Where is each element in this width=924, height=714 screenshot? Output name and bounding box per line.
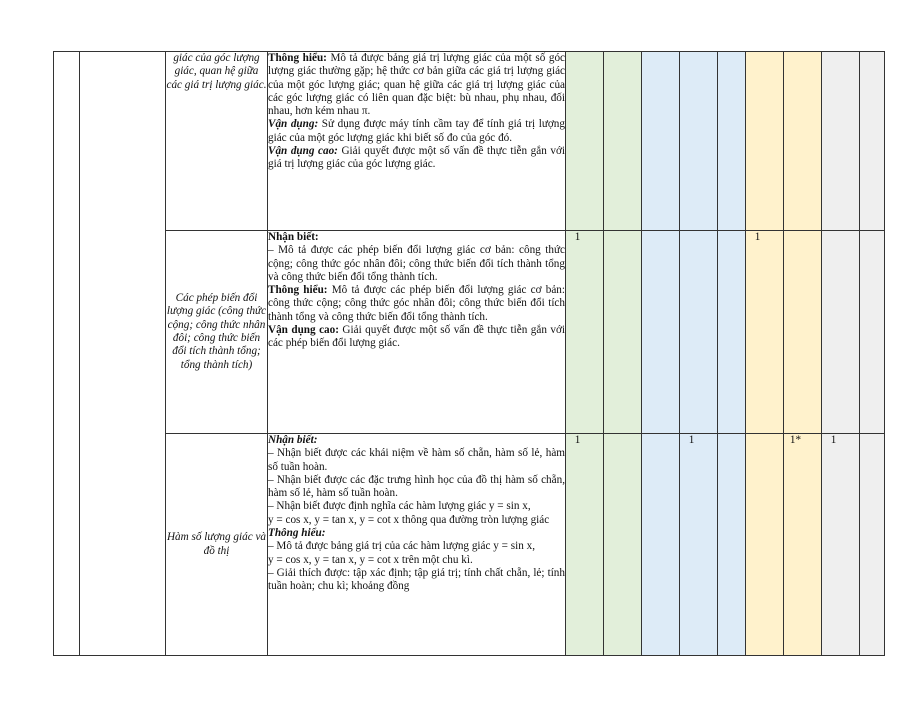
question-count-cell bbox=[746, 231, 784, 434]
question-count: 1* bbox=[789, 434, 802, 446]
requirement-text: Sử dụng được máy tính cầm tay để tính giá trị lượng giác của một góc lượng giác khi biết số đo của góc đó. bbox=[268, 118, 565, 144]
question-count-cell bbox=[718, 52, 746, 231]
requirement-text: – Nhận biết được các đặc trưng hình học của đồ thị hàm số chẵn, hàm số lẻ, hàm số tuần hoàn. bbox=[268, 473, 565, 500]
requirement-line bbox=[268, 554, 565, 567]
requirement-line bbox=[268, 244, 565, 284]
requirements-cell bbox=[268, 434, 566, 656]
requirement-line bbox=[268, 474, 565, 501]
requirements-cell bbox=[268, 52, 566, 231]
level-label: Vận dụng cao: bbox=[268, 324, 339, 337]
table-row bbox=[54, 434, 885, 656]
question-count-cell bbox=[822, 52, 860, 231]
requirement-line bbox=[268, 567, 565, 594]
level-label: Nhận biết: bbox=[268, 434, 318, 446]
question-count-cell bbox=[746, 434, 784, 656]
requirement-line bbox=[268, 284, 565, 324]
question-count-cell bbox=[566, 231, 604, 434]
requirement-text: – Mô tả được các phép biến đổi lượng giác cơ bản: công thức cộng; công thức góc nhân đôi; công thức biến đổi tích thành tổng và công thức biến đổi tổng thành tích. bbox=[268, 244, 565, 283]
topic-cell: Hàm số lượng giác và đồ thị bbox=[166, 434, 268, 656]
requirement-line bbox=[268, 52, 565, 118]
requirement-text: – Mô tả được bảng giá trị của các hàm lượng giác y = sin x, bbox=[268, 540, 535, 553]
requirement-text: Mô tả được bảng giá trị lượng giác của một số góc lượng giác thường gặp; hệ thức cơ bản giữa các giá trị lượng giác của một góc lượng giác; quan hệ giữa các giá trị lượng giác của các góc lượng giác có liên quan đặc biệt: bù nhau, phụ nhau, đối nhau, hơn kém nhau π. bbox=[268, 52, 566, 118]
question-count-cell bbox=[604, 231, 642, 434]
question-count-cell bbox=[680, 434, 718, 656]
question-count-cell bbox=[642, 52, 680, 231]
question-count-cell bbox=[680, 52, 718, 231]
level-label: Thông hiểu: bbox=[268, 527, 326, 540]
level-label: Vận dụng: bbox=[268, 118, 319, 131]
question-count-cell bbox=[642, 231, 680, 434]
requirement-text: Giải quyết được một số vấn đề thực tiễn gắn với giá trị lượng giác của góc lượng giác. bbox=[268, 145, 565, 171]
specification-table bbox=[53, 51, 885, 656]
question-count-cell bbox=[642, 434, 680, 656]
requirement-line bbox=[268, 324, 565, 351]
question-count-cell bbox=[680, 231, 718, 434]
question-count: 1 bbox=[574, 434, 581, 446]
chapter-number-cell bbox=[54, 52, 80, 656]
question-count-cell bbox=[784, 52, 822, 231]
topic-cell: Các phép biến đổi lượng giác (công thức cộng; công thức nhân đôi; công thức biến đổi tích thành tổng; tổng thành tích) bbox=[166, 231, 268, 434]
question-count-cell bbox=[784, 434, 822, 656]
level-label: Vận dụng cao: bbox=[268, 145, 338, 158]
requirement-line bbox=[268, 447, 565, 474]
topic-cell: giác của góc lượng giác, quan hệ giữa các giá trị lượng giác. bbox=[166, 52, 268, 231]
question-count-cell bbox=[604, 434, 642, 656]
question-count-cell bbox=[718, 231, 746, 434]
requirement-line bbox=[268, 527, 565, 540]
requirements-cell bbox=[268, 231, 566, 434]
requirement-text: Mô tả được các phép biến đổi lượng giác cơ bản: công thức cộng; công thức góc nhân đôi; công thức biến đổi tích thành tổng và công thức biến đổi tổng thành tích. bbox=[268, 284, 565, 323]
question-count-cell bbox=[604, 52, 642, 231]
question-count: 1 bbox=[574, 231, 581, 243]
question-count-cell bbox=[822, 434, 860, 656]
question-count: 1 bbox=[688, 434, 695, 446]
question-count-cell bbox=[860, 434, 885, 656]
requirement-text: Giải quyết được một số vấn đề thực tiễn gắn với các phép biến đổi lượng giác. bbox=[268, 324, 565, 350]
requirement-line bbox=[268, 514, 565, 527]
level-label: Thông hiểu: bbox=[268, 284, 328, 297]
table-row bbox=[54, 52, 885, 231]
question-count: 1 bbox=[830, 434, 837, 446]
question-count-cell bbox=[822, 231, 860, 434]
question-count-cell bbox=[718, 434, 746, 656]
requirement-text: – Nhận biết được định nghĩa các hàm lượng giác y = sin x, bbox=[268, 500, 531, 513]
question-count-cell bbox=[860, 231, 885, 434]
question-count-cell bbox=[784, 231, 822, 434]
requirement-line bbox=[268, 118, 565, 145]
requirement-text: y = cos x, y = tan x, y = cot x trên một chu kì. bbox=[268, 553, 473, 566]
requirement-line bbox=[268, 540, 565, 553]
requirement-text: y = cos x, y = tan x, y = cot x thông qua đường tròn lượng giác bbox=[268, 513, 550, 526]
question-count-cell bbox=[566, 434, 604, 656]
chapter-title-cell bbox=[80, 52, 166, 656]
requirement-text: – Nhận biết được các khái niệm về hàm số chẵn, hàm số lẻ, hàm số tuần hoàn. bbox=[268, 447, 565, 473]
question-count-cell bbox=[566, 52, 604, 231]
requirement-line bbox=[268, 231, 565, 244]
requirement-line bbox=[268, 145, 565, 172]
question-count: 1 bbox=[754, 231, 761, 243]
level-label: Thông hiểu: bbox=[268, 52, 327, 64]
requirement-text: – Giải thích được: tập xác định; tập giá trị; tính chất chẵn, lẻ; tính tuần hoàn; chu kì; khoảng đồng bbox=[268, 566, 565, 593]
question-count-cell bbox=[860, 52, 885, 231]
requirement-line bbox=[268, 434, 565, 447]
question-count-cell bbox=[746, 52, 784, 231]
requirement-line bbox=[268, 500, 565, 513]
table-row bbox=[54, 231, 885, 434]
level-label: Nhận biết: bbox=[268, 231, 319, 243]
